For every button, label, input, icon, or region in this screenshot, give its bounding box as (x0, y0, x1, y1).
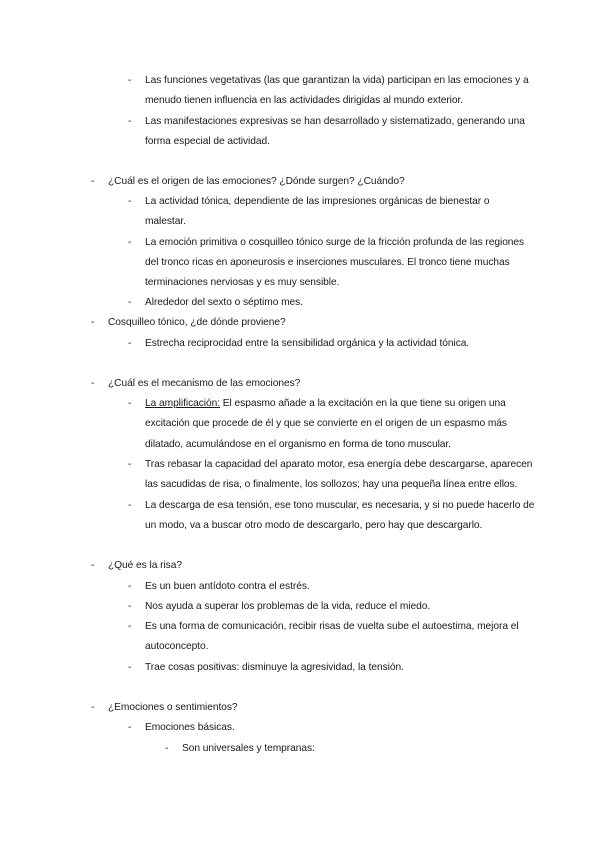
section-heading: ¿Cuál es el mecanismo de las emociones? (108, 378, 301, 389)
list-item-line: Las manifestaciones expresivas se han desarrollado y sistematizado, generando una (145, 116, 525, 127)
bullet-dash: - (165, 743, 169, 754)
list-item-line: Es un buen antídoto contra el estrés. (145, 581, 310, 592)
bullet-dash: - (128, 722, 132, 733)
bullet-dash: - (91, 176, 95, 187)
bullet-dash: - (128, 601, 132, 612)
list-item-line (145, 397, 506, 411)
list-item-line: Las funciones vegetativas (las que garantizan la vida) participan en las emociones y a (145, 75, 529, 86)
bullet-dash: - (91, 702, 95, 713)
list-item-line: menudo tienen influencia en las actividades dirigidas al mundo exterior. (145, 95, 464, 106)
section-heading: ¿Emociones o sentimientos? (108, 702, 238, 713)
term-underlined: La amplificación: (145, 398, 221, 409)
bullet-dash: - (128, 662, 132, 673)
list-item-line: La descarga de esa tensión, ese tono muscular, es necesaria, y si no puede hacerlo de (145, 500, 535, 511)
list-item-line: dilatado, acumulándose en el organismo en forma de tono muscular. (145, 439, 451, 450)
bullet-dash: - (128, 338, 132, 349)
section-heading: ¿Qué es la risa? (108, 560, 182, 571)
list-item-line: Tras rebasar la capacidad del aparato motor, esa energía debe descargarse, aparecen (145, 459, 533, 470)
bullet-dash: - (128, 237, 132, 248)
bullet-dash: - (91, 317, 95, 328)
list-item-line: Emociones básicas. (145, 722, 235, 733)
section-heading: Cosquilleo tónico, ¿de dónde proviene? (108, 317, 286, 328)
bullet-dash: - (128, 75, 132, 86)
list-item-line: excitación que procede de él y que se convierte en el origen de un espasmo más (145, 418, 507, 429)
bullet-dash: - (128, 621, 132, 632)
list-item-line: La actividad tónica, dependiente de las impresiones orgánicas de bienestar o (145, 196, 490, 207)
list-item-line: Estrecha reciprocidad entre la sensibilidad orgánica y la actividad tónica. (145, 338, 470, 349)
bullet-dash: - (128, 459, 132, 470)
list-item-line: malestar. (145, 216, 186, 227)
list-item-line: del tronco ricas en aponeurosis e inserciones musculares. El tronco tiene muchas (145, 257, 510, 268)
term-continuation: El espasmo añade a la excitación en la que tiene su origen una (220, 398, 506, 409)
list-item-line: las sacudidas de risa, o finalmente, los sollozos; hay una pequeña línea entre ellos. (145, 479, 518, 490)
bullet-dash: - (128, 297, 132, 308)
bullet-dash: - (128, 398, 132, 409)
bullet-dash: - (91, 378, 95, 389)
list-item-line: un modo, va a buscar otro modo de descargarlo, pero hay que descargarlo. (145, 520, 483, 531)
list-item-line: Son universales y tempranas: (182, 743, 315, 754)
list-item-line: autoconcepto. (145, 641, 209, 652)
list-item-line: forma especial de actividad. (145, 136, 270, 147)
bullet-dash: - (128, 581, 132, 592)
list-item-line: Es una forma de comunicación, recibir risas de vuelta sube el autoestima, mejora el (145, 621, 519, 632)
list-item-line: Alrededor del sexto o séptimo mes. (145, 297, 303, 308)
list-item-line: Nos ayuda a superar los problemas de la vida, reduce el miedo. (145, 601, 431, 612)
list-item-line: Trae cosas positivas: disminuye la agresividad, la tensión. (145, 662, 404, 673)
bullet-dash: - (91, 560, 95, 571)
list-item-line: La emoción primitiva o cosquilleo tónico surge de la fricción profunda de las regiones (145, 237, 525, 248)
bullet-dash: - (128, 500, 132, 511)
section-heading: ¿Cuál es el origen de las emociones? ¿Dónde surgen? ¿Cuándo? (108, 176, 405, 187)
bullet-dash: - (128, 196, 132, 207)
list-item-line: terminaciones nerviosas y es muy sensible. (145, 277, 340, 288)
bullet-dash: - (128, 116, 132, 127)
